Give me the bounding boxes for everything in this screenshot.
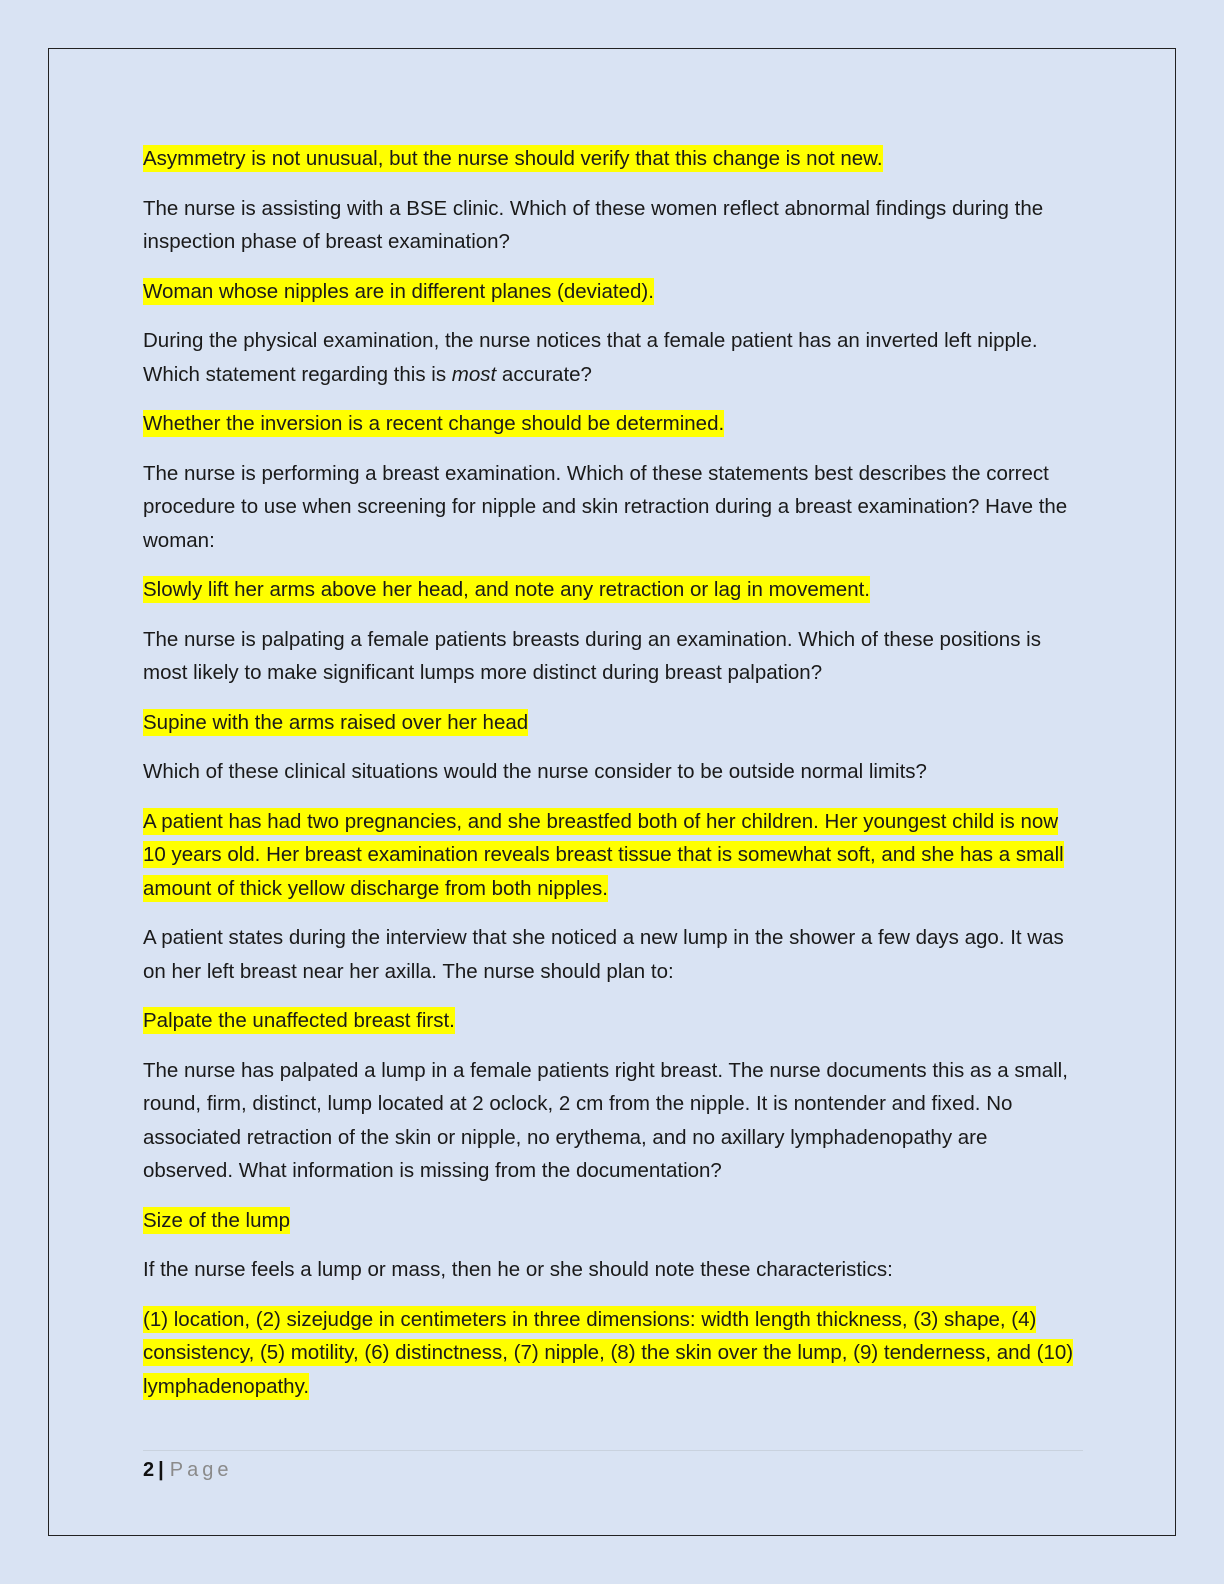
answer-paragraph: Asymmetry is not unusual, but the nurse should verify that this change is not new. xyxy=(143,147,883,170)
footer-divider xyxy=(143,1450,1083,1451)
answer-paragraph: Slowly lift her arms above her head, and note any retraction or lag in movement. xyxy=(143,578,870,601)
question-paragraph: The nurse is performing a breast examination. Which of these statements best describes the correct procedure to use when screening for nipple and skin retraction during a breast examination? Have the woman: xyxy=(143,461,1068,552)
document-body xyxy=(143,142,1083,1419)
answer-paragraph: Whether the inversion is a recent change should be determined. xyxy=(143,412,725,435)
question-paragraph: The nurse is assisting with a BSE clinic. Which of these women reflect abnormal findings during the inspection phase of breast examination? xyxy=(143,196,1044,253)
answer-paragraph: A patient has had two pregnancies, and she breastfed both of her children. Her youngest child is now 10 years old. Her breast examination reveals breast tissue that is somewhat soft, and she has a small amount of thick yellow discharge from both nipples. xyxy=(143,809,1064,900)
page-number: 2 xyxy=(143,1459,155,1481)
question-paragraph: During the physical examination, the nurse notices that a female patient has an inverted left nipple. Which statement regarding this is most accurate? xyxy=(143,329,1038,386)
question-paragraph: The nurse has palpated a lump in a female patients right breast. The nurse documents this as a small, round, firm, distinct, lump located at 2 oclock, 2 cm from the nipple. It is nontender and fixed. No associated retraction of the skin or nipple, no erythema, and no axillary lymphadenopathy are observed. What information is missing from the documentation? xyxy=(143,1058,1068,1182)
question-paragraph: If the nurse feels a lump or mass, then he or she should note these characteristics: xyxy=(143,1258,893,1281)
page-footer xyxy=(143,1456,232,1484)
page-label: Page xyxy=(169,1459,233,1481)
answer-paragraph: Palpate the unaffected breast first. xyxy=(143,1009,455,1032)
answer-paragraph: Supine with the arms raised over her head xyxy=(143,710,529,734)
question-paragraph: Which of these clinical situations would the nurse consider to be outside normal limits? xyxy=(143,760,927,783)
answer-paragraph: Woman whose nipples are in different planes (deviated). xyxy=(143,279,654,303)
question-paragraph: The nurse is palpating a female patients breasts during an examination. Which of these positions is most likely to make significant lumps more distinct during breast palpation? xyxy=(143,627,1041,684)
answer-paragraph: (1) location, (2) sizejudge in centimeters in three dimensions: width length thickness, (3) shape, (4) consistency, (5) motility, (6) distinctness, (7) nipple, (8) the skin over the lump, (9) tenderness, and (10) lymphadenopathy. xyxy=(143,1307,1074,1398)
footer-separator: | xyxy=(158,1459,164,1481)
emphasis-text: most xyxy=(451,362,497,386)
question-paragraph: A patient states during the interview that she noticed a new lump in the shower a few days ago. It was on her left breast near her axilla. The nurse should plan to: xyxy=(143,926,1064,983)
answer-paragraph: Size of the lump xyxy=(143,1208,290,1232)
